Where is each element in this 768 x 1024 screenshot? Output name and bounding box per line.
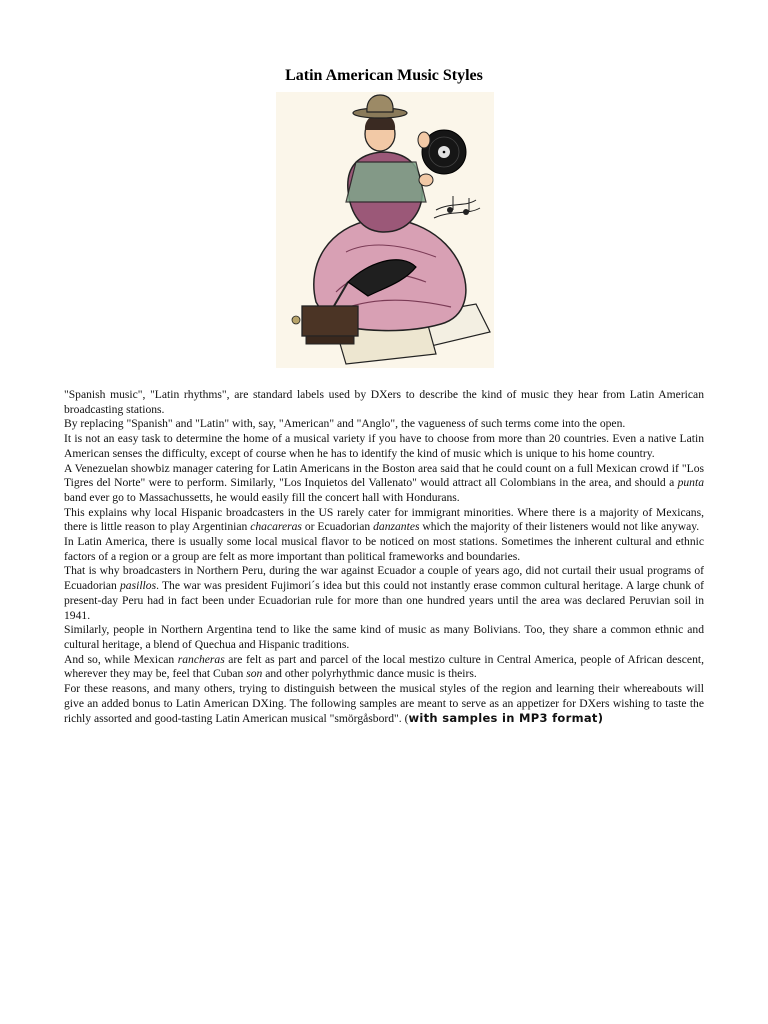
italic-term: danzantes [373,520,420,534]
paragraph-text: are felt as part and parcel of the local mestizo culture in Central America, people of African descent, wherever they may be, feel that Cuban [64,652,704,681]
paragraph-text: That is why broadcasters in Northern Peru, during the war against Ecuador a couple of years ago, did not curtail their usual programs of Ecuadorian [64,564,704,593]
page-title: Latin American Music Styles [285,67,483,84]
italic-term: son [246,667,263,681]
italic-term: punta [677,476,704,490]
woman-with-gramophone-record-illustration [276,92,494,368]
body-paragraph [64,653,704,682]
body-paragraph [64,623,704,652]
body-paragraph [64,564,704,623]
body-paragraph [64,462,704,506]
body-paragraph [64,417,704,432]
paragraph-text: . The war was president Fujimori´s idea but this could not instantly erase common cultural heritage. A large chunk of present-day Peru had in fact been under Ecuadorian rule for more than one hundred years until the area was declared Peruvian soil in 1941. [64,579,704,622]
paragraph-text: and other polyrhythmic dance music is theirs. [262,667,477,681]
body-paragraph [64,535,704,564]
italic-term: pasillos [120,579,157,593]
body-paragraph [64,432,704,461]
paragraph-text: This explains why local Hispanic broadcasters in the US rarely cater for immigrant minorities. Where there is a majority of Mexicans, there is little reason to play Argentinian [64,505,704,534]
paragraph-text: By replacing "Spanish" and "Latin" with, say, "American" and "Anglo", the vagueness of such terms come into the open. [64,417,626,431]
paragraph-text: "Spanish music", "Latin rhythms", are standard labels used by DXers to describe the kind of music they hear from Latin American broadcasting stations. [64,388,704,416]
paragraph-text: For these reasons, and many others, trying to distinguish between the musical styles of the region and learning their whereabouts will give an added bonus to Latin American DXing. The following samples are meant to serve as an appetizer for DXers wishing to taste the richly assorted and good-tasting Latin American musical "smörgåsbord". ( [64,682,704,726]
paragraph-text: A Venezuelan showbiz manager catering for Latin Americans in the Boston area said that he could count on a full Mexican crowd if "Los Tigres del Norte" were to perform. Similarly, "Los Inquietos del Vallenato" would attract all Colombians in the area, and should a [64,461,704,490]
body-paragraph [64,682,704,727]
paragraph-text: band ever go to Massachussetts, he would easily fill the concert hall with Hondurans. [64,490,460,504]
mp3-samples-note: with samples in MP3 format) [408,711,604,726]
article-body [64,388,704,727]
paragraph-text: It is not an easy task to determine the home of a musical variety if you have to choose from more than 20 countries. Even a native Latin American senses the difficulty, except of course when he has to identify the kind of music which is unique to his home country. [64,432,704,460]
paragraph-text: In Latin America, there is usually some local musical flavor to be noticed on most stations. Sometimes the inherent cultural and ethnic factors of a region or a group are felt as more important than political frameworks and boundaries. [64,535,704,563]
body-paragraph [64,388,704,417]
paragraph-text: Similarly, people in Northern Argentina tend to like the same kind of music as many Bolivians. Too, they share a common ethnic and cultural heritage, a blend of Quechua and Hispanic traditions. [64,623,704,651]
italic-term: rancheras [177,652,225,666]
italic-term: chacareras [250,520,302,534]
paragraph-text: which the majority of their listeners would not like anyway. [419,520,700,534]
body-paragraph [64,506,704,535]
paragraph-text: And so, while Mexican [64,652,178,666]
paragraph-text: or Ecuadorian [301,520,374,534]
